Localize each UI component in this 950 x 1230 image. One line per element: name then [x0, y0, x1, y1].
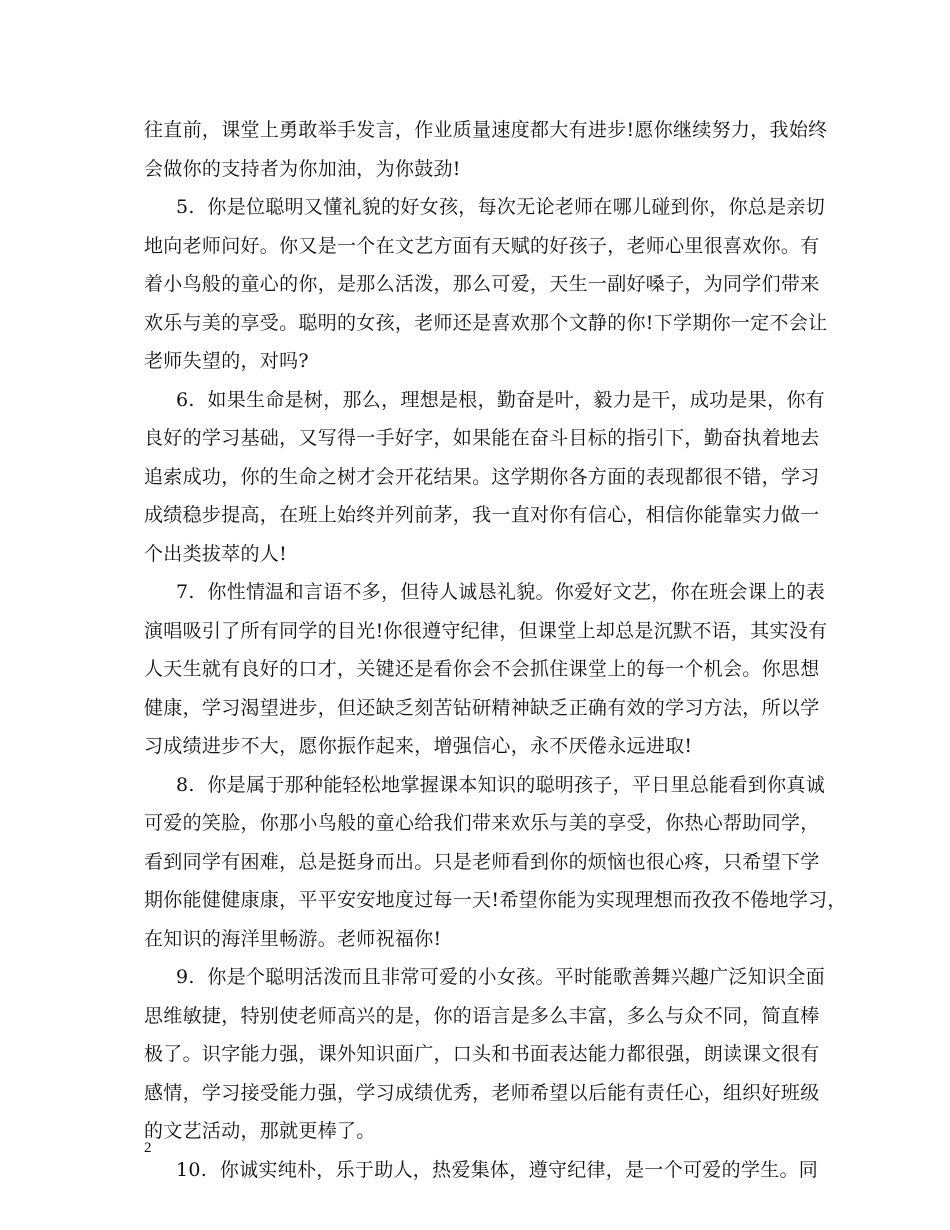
text-line: 成绩稳步提高，在班上始终并列前茅，我一直对你有信心，相信你能靠实力做一: [144, 504, 820, 526]
page-number: 2: [144, 1140, 152, 1156]
text-line: 个出类拔萃的人!: [144, 543, 288, 565]
text-line: 良好的学习基础，又写得一手好字，如果能在奋斗目标的指引下，勤奋执着地去: [144, 427, 820, 449]
text-line: 思维敏捷，特别使老师高兴的是，你的语言是多么丰富，多么与众不同，简直棒: [144, 1005, 820, 1027]
text-line: 往直前，课堂上勇敢举手发言，作业质量速度都大有进步!愿你继续努力，我始终: [144, 119, 828, 141]
text-line: 期你能健健康康，平平安安地度过每一天!希望你能为实现理想而孜孜不倦地学习，: [144, 889, 847, 911]
text-line: 5. 你是位聪明又懂礼貌的好女孩，每次无论老师在哪儿碰到你，你总是亲切: [176, 196, 826, 218]
text-line: 可爱的笑脸，你那小鸟般的童心给我们带来欢乐与美的享受，你热心帮助同学，: [144, 812, 820, 834]
text-line: 欢乐与美的享受。聪明的女孩，老师还是喜欢那个文静的你!下学期你一定不会让: [144, 312, 828, 334]
text-line: 感情，学习接受能力强，学习成绩优秀，老师希望以后能有责任心，组织好班级: [144, 1082, 820, 1104]
text-line: 8. 你是属于那种能轻松地掌握课本知识的聪明孩子，平日里总能看到你真诚: [176, 774, 826, 796]
text-line: 追索成功，你的生命之树才会开花结果。这学期你各方面的表现都很不错，学习: [144, 466, 820, 488]
text-line: 7. 你性情温和言语不多，但待人诚恳礼貌。你爱好文艺，你在班会课上的表: [176, 581, 826, 603]
text-line: 着小鸟般的童心的你，是那么活泼，那么可爱，天生一副好嗓子，为同学们带来: [144, 273, 820, 295]
text-line: 9. 你是个聪明活泼而且非常可爱的小女孩。平时能歌善舞兴趣广泛知识全面: [176, 966, 826, 988]
text-line: 习成绩进步不大，愿你振作起来，增强信心，永不厌倦永远进取!: [144, 735, 693, 757]
text-line: 演唱吸引了所有同学的目光!你很遵守纪律，但课堂上却总是沉默不语，其实没有: [144, 620, 828, 642]
text-line: 老师失望的，对吗?: [144, 350, 309, 372]
text-line: 极了。识字能力强，课外知识面广，口头和书面表达能力都很强，朗读课文很有: [144, 1043, 820, 1065]
text-line: 健康，学习渴望进步，但还缺乏刻苦钻研精神缺乏正确有效的学习方法，所以学: [144, 697, 820, 719]
text-line: 10. 你诚实纯朴，乐于助人，热爱集体，遵守纪律，是一个可爱的学生。同: [176, 1159, 819, 1181]
text-line: 会做你的支持者为你加油，为你鼓劲!: [144, 158, 461, 180]
text-line: 在知识的海洋里畅游。老师祝福你!: [144, 928, 442, 950]
text-line: 地向老师问好。你又是一个在文艺方面有天赋的好孩子，老师心里很喜欢你。有: [144, 235, 820, 257]
text-line: 6. 如果生命是树，那么，理想是根，勤奋是叶，毅力是干，成功是果，你有: [176, 389, 826, 411]
text-line: 的文艺活动，那就更棒了。: [144, 1120, 376, 1142]
text-line: 看到同学有困难，总是挺身而出。只是老师看到你的烦恼也很心疼，只希望下学: [144, 851, 820, 873]
text-line: 人天生就有良好的口才，关键还是看你会不会抓住课堂上的每一个机会。你思想: [144, 658, 820, 680]
